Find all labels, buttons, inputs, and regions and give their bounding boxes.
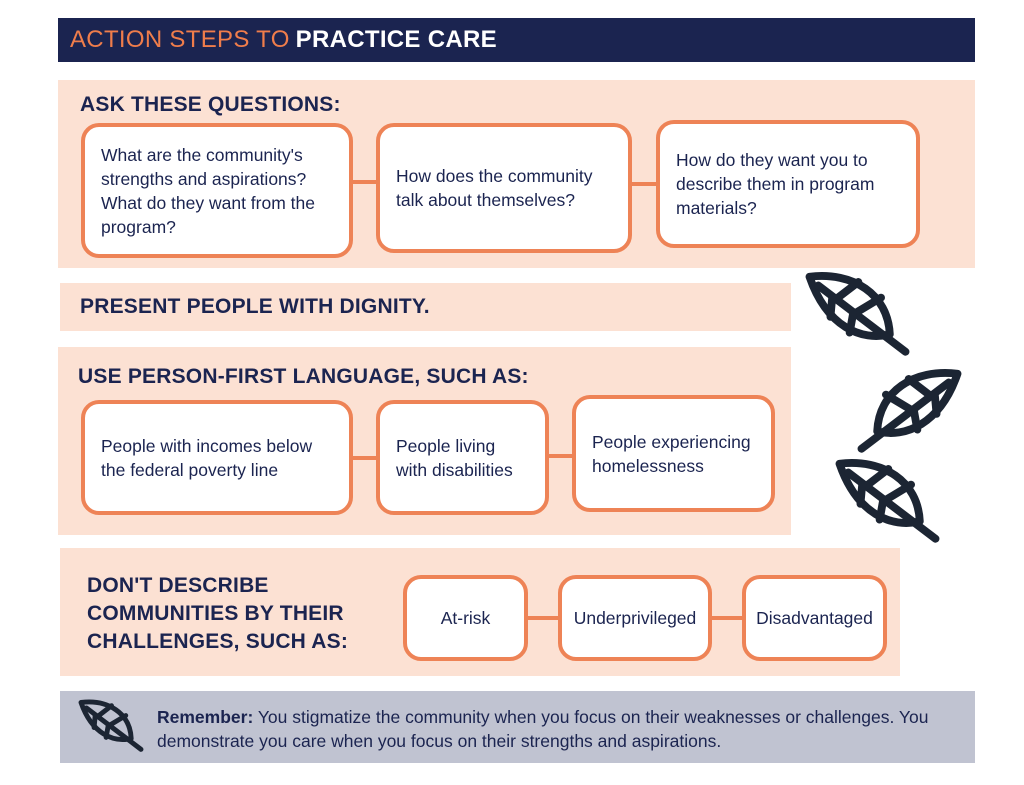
question-box-talk	[376, 123, 632, 253]
leaf-icon	[830, 455, 945, 551]
remember-note	[60, 691, 975, 763]
leaf-icon	[852, 365, 967, 461]
leaf-icon	[800, 268, 915, 364]
question-text: What are the community's strengths and aspirations? What do they want from the program?	[101, 144, 315, 237]
title-bold: PRACTICE CARE	[295, 26, 497, 53]
remember-body: You stigmatize the community when you focus on their weaknesses or challenges. You demonstrate you care when you focus on their strengths and aspirations.	[157, 707, 929, 751]
example-box-disabilities	[376, 400, 549, 515]
remember-label: Remember:	[157, 707, 254, 727]
title-prefix: ACTION STEPS TO	[70, 26, 290, 53]
question-text: How do they want you to describe them in program materials?	[676, 150, 875, 218]
connector	[524, 616, 562, 620]
challenge-text: Disadvantaged	[756, 608, 873, 628]
challenge-text: At-risk	[440, 608, 491, 628]
question-text: How does the community talk about themselves?	[396, 166, 593, 210]
challenge-text: Underprivileged	[573, 608, 697, 628]
example-text: People experiencing homelessness	[592, 431, 751, 476]
dignity-heading: PRESENT PEOPLE WITH DIGNITY.	[80, 295, 430, 318]
question-box-strengths	[81, 123, 353, 258]
challenge-box-underprivileged	[558, 575, 712, 661]
leaf-icon	[74, 697, 148, 757]
challenges-heading: DON'T DESCRIBE COMMUNITIES BY THEIR CHALLENGES, SUCH AS:	[87, 574, 349, 653]
challenge-box-at-risk	[403, 575, 528, 661]
question-box-describe	[656, 120, 920, 248]
person-first-heading: USE PERSON-FIRST LANGUAGE, SUCH AS:	[78, 365, 529, 388]
example-text: People with incomes below the federal poverty line	[101, 435, 313, 480]
remember-text	[157, 705, 967, 753]
example-text: People living with disabilities	[396, 435, 513, 480]
connector	[708, 616, 746, 620]
ask-questions-heading: ASK THESE QUESTIONS:	[80, 93, 341, 116]
page-title	[58, 18, 975, 62]
example-box-homelessness	[572, 395, 775, 512]
example-box-incomes	[81, 400, 353, 515]
challenge-box-disadvantaged	[742, 575, 887, 661]
